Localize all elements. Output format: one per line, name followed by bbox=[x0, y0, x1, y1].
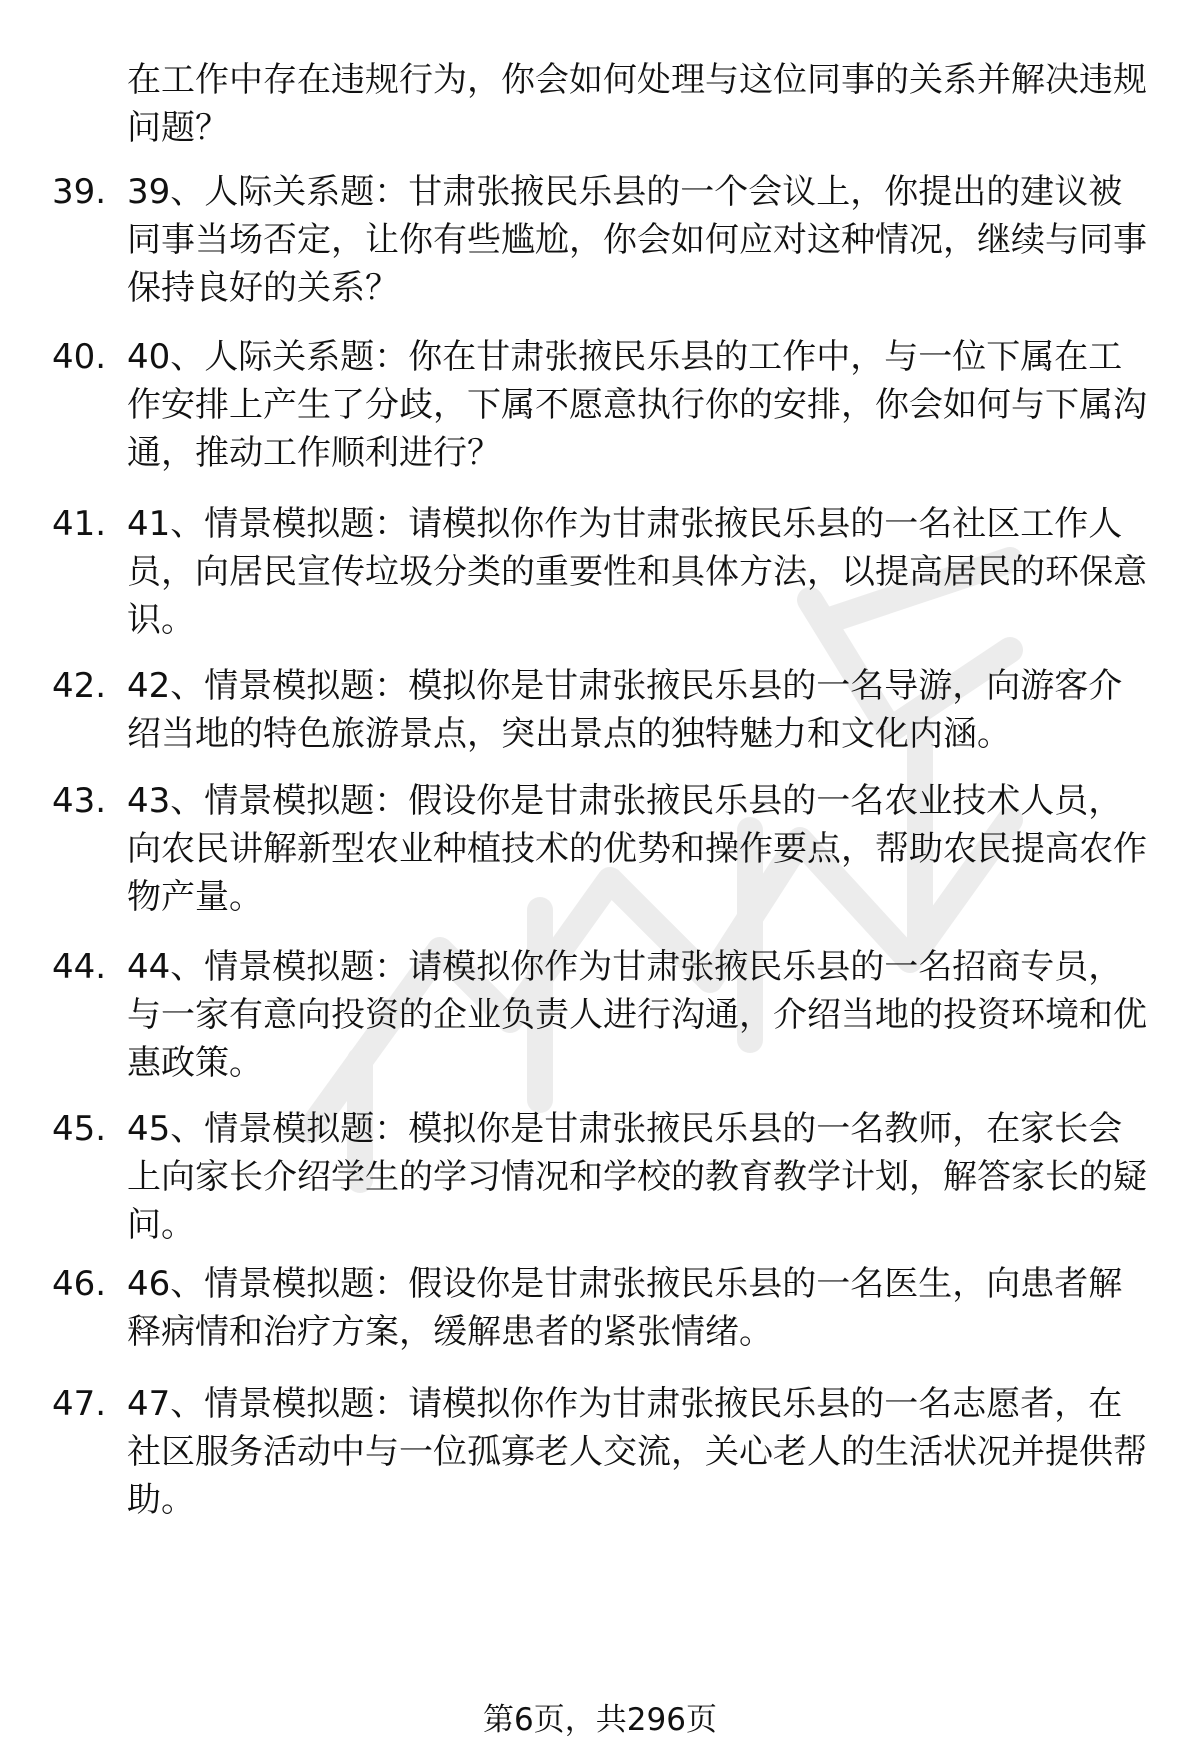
list-item-text: 43、情景模拟题：假设你是甘肃张掖民乐县的一名农业技术人员，向农民讲解新型农业种植技术的优势和操作要点，帮助农民提高农作物产量。 bbox=[127, 781, 1147, 917]
list-item-text: 44、情景模拟题：请模拟你作为甘肃张掖民乐县的一名招商专员，与一家有意向投资的企业负责人进行沟通，介绍当地的投资环境和优惠政策。 bbox=[127, 947, 1147, 1083]
page-footer: 第6页，共296页 bbox=[483, 1702, 717, 1738]
list-item-number: 42. bbox=[52, 666, 107, 706]
list-item-text: 41、情景模拟题：请模拟你作为甘肃张掖民乐县的一名社区工作人员，向居民宣传垃圾分类的重要性和具体方法，以提高居民的环保意识。 bbox=[127, 504, 1147, 640]
list-item-text: 47、情景模拟题：请模拟你作为甘肃张掖民乐县的一名志愿者，在社区服务活动中与一位孤寡老人交流，关心老人的生活状况并提供帮助。 bbox=[127, 1384, 1147, 1520]
list-item-number: 47. bbox=[52, 1384, 107, 1424]
list-item-number: 46. bbox=[52, 1264, 107, 1304]
continued-paragraph: 在工作中存在违规行为，你会如何处理与这位同事的关系并解决违规问题？ bbox=[127, 60, 1147, 148]
list-item-number: 45. bbox=[52, 1109, 107, 1149]
list-item-text: 42、情景模拟题：模拟你是甘肃张掖民乐县的一名导游，向游客介绍当地的特色旅游景点，突出景点的独特魅力和文化内涵。 bbox=[127, 666, 1123, 754]
list-item-text: 46、情景模拟题：假设你是甘肃张掖民乐县的一名医生，向患者解释病情和治疗方案，缓解患者的紧张情绪。 bbox=[127, 1264, 1123, 1352]
list-item-number: 39. bbox=[52, 172, 107, 212]
list-item-text: 40、人际关系题：你在甘肃张掖民乐县的工作中，与一位下属在工作安排上产生了分歧，下属不愿意执行你的安排，你会如何与下属沟通，推动工作顺利进行？ bbox=[127, 337, 1147, 473]
list-item-number: 43. bbox=[52, 781, 107, 821]
list-item-number: 40. bbox=[52, 337, 107, 377]
list-item-text: 39、人际关系题：甘肃张掖民乐县的一个会议上，你提出的建议被同事当场否定，让你有些尴尬，你会如何应对这种情况，继续与同事保持良好的关系？ bbox=[127, 172, 1147, 308]
list-item-number: 44. bbox=[52, 947, 107, 987]
list-item-text: 45、情景模拟题：模拟你是甘肃张掖民乐县的一名教师，在家长会上向家长介绍学生的学习情况和学校的教育教学计划，解答家长的疑问。 bbox=[127, 1109, 1147, 1245]
list-item-number: 41. bbox=[52, 504, 107, 544]
